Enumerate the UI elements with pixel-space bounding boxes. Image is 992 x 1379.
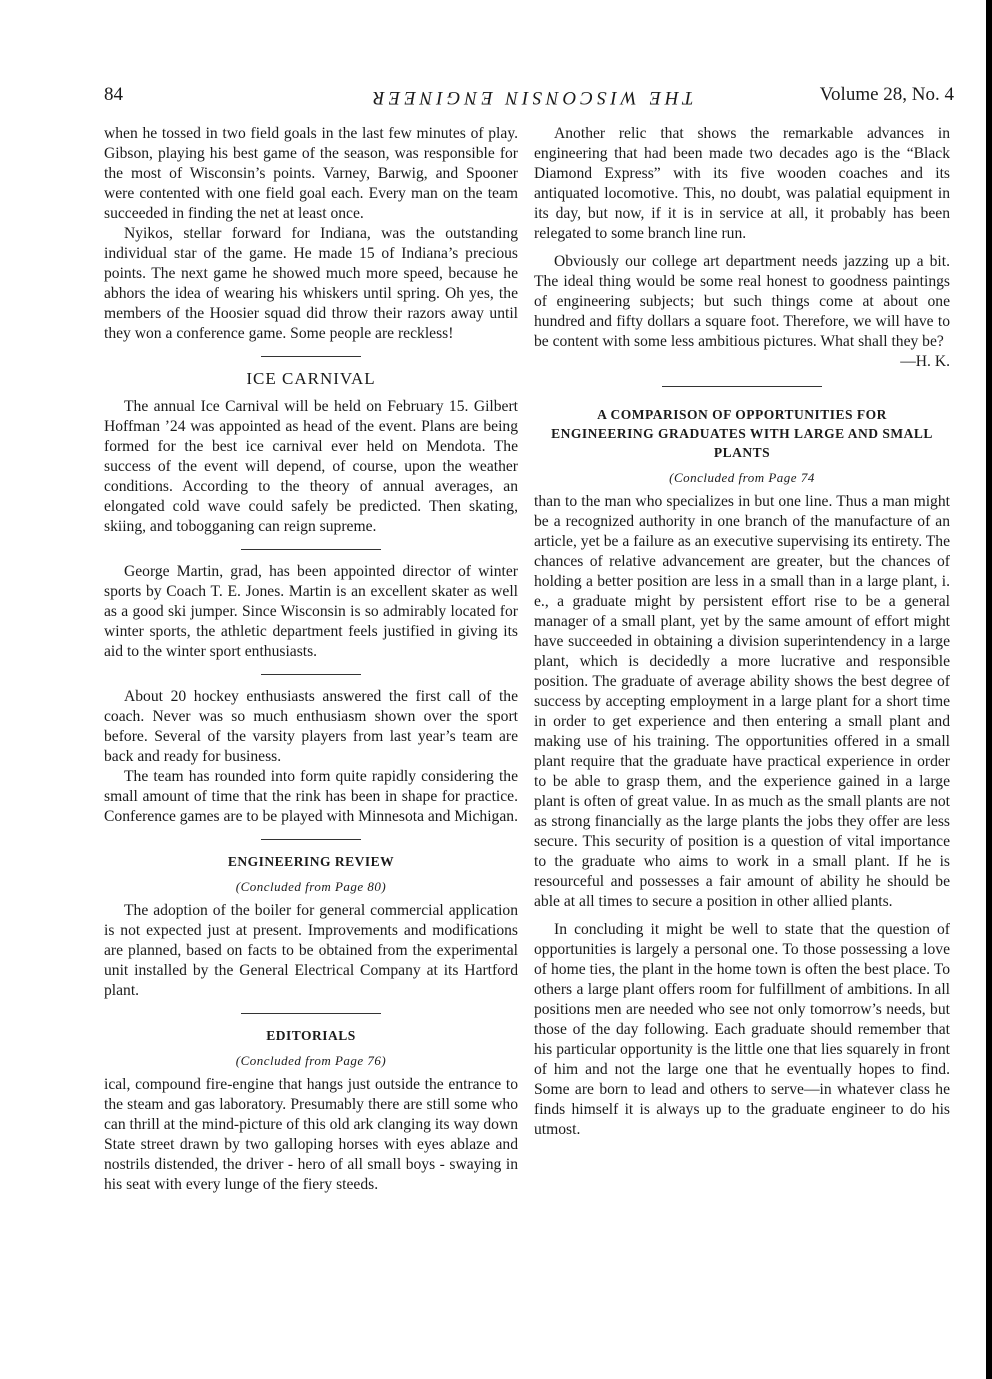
- relic-paragraph: Another relic that shows the remarkable advances in engineering that had been made two decades ago is the “Black Diamond Express” with its five wooden coaches and its antiquated locomotive. This, no doubt, was palatial equipment in its day, but now, if it is in service at all, it probably has been relegated to some branch line run.: [534, 125, 950, 242]
- conclusion-paragraph: In concluding it might be well to state that the question of opportunities is largely a personal one. To those possessing a love of home ties, the plant in the home town is often the best place. To others a large plant offers room for fulfillment of ambitions. In all positions men are needed who see not only tomorrow’s needs, but those of the day following. Each graduate should remember that his particular opportunity is the little one that lies squarely in front of him and not the large one that he eventually hopes to find. Some are born to lead and others to serve—in whatever class he finds himself it is always up to the graduate engineer to do his utmost.: [534, 921, 950, 1138]
- basketball-paragraph: when he tossed in two field goals in the last few minutes of play. Gibson, playing his best game of the season, was responsible for the most of Wisconsin’s points. Varney, Barwig, and Spooner were contented with one field goal each. Every man on the team succeeded in finding the net at least once.: [104, 125, 518, 222]
- editorials-heading: EDITORIALS: [266, 1028, 356, 1043]
- right-column: [534, 124, 950, 1140]
- page-number: 84: [104, 84, 123, 105]
- martin-paragraph: George Martin, grad, has been appointed director of winter sports by Coach T. E. Jones. Martin is an excellent skater as well as a good ski jumper. Since Wisconsin is so admirably located for winter sports, the athletic department feels justified in giving its aid to the winter sport enthusiasts.: [104, 563, 518, 660]
- review-continuation-note: (Concluded from Page 80): [235, 879, 387, 894]
- art-paragraph: Obviously our college art department needs jazzing up a bit. The ideal thing would be some real honest to goodness paintings of engineering subjects; but such things come at about one hundred and fifty dollars a square foot. Therefore, we will have to be content with some less ambitious pictures. What shall they be?: [534, 253, 950, 350]
- hockey-team-paragraph: The team has rounded into form quite rapidly considering the small amount of time that the rink has been in shape for practice. Conference games are to be played with Minnesota and Michigan.: [104, 768, 518, 825]
- nyikos-paragraph: Nyikos, stellar forward for Indiana, was the outstanding individual star of the game. He made 15 of Indiana’s precious points. The next game he showed much more speed, because he abhors the idea of wearing his whiskers until spring. Oh yes, the members of the Hoosier squad did throw their razors away until they won a conference game. Some people are reckless!: [104, 225, 518, 342]
- author-signature: —H. K.: [900, 353, 950, 370]
- volume-issue: Volume 28, No. 4: [819, 84, 954, 105]
- ice-carnival-heading: ICE CARNIVAL: [246, 369, 376, 388]
- editorials-paragraph: ical, compound fire-engine that hangs just outside the entrance to the steam and gas laboratory. Presumably there are still some who can thrill at the mind-picture of this old ark clanging its way down State street drawn by two galloping horses with eyes ablaze and nostrils distended, the driver - hero of all small boys - swaying in his seat with every lunge of the fiery steeds.: [104, 1076, 519, 1193]
- left-column: [104, 124, 518, 1195]
- divider: [261, 839, 361, 840]
- scan-edge-bar: [986, 0, 992, 1379]
- comparison-continuation-note: (Concluded from Page 74: [669, 470, 815, 485]
- comparison-paragraph: than to the man who specializes in but one line. Thus a man might be a recognized authority in one branch of the manufacture of an article, yet be a failure as an executive supervising its entirety. The chances of relative advancement are greater, but the chances of holding a better position are less in a small than in a large plant, i. e., a graduate might by persistent effort rise to be a general manager of a small plant, yet by the same amount of effort might have succeeded in obtaining a division superintendency in a large plant, which is decidedly a more lucrative and responsible position. The graduate of average ability shows the best degree of success by accepting employment in a large plant for a short time in order to get experience and then entering a small plant and making use of his training. The opportunities offered in a small plant require that the graduate have practical experience in order to be able to grasp them, and the experience gained in a large plant is often of great value. In as much as the small plants are not as strong financially as the large plants the jobs they offer are less secure. This security of position is a question of vital importance to the graduate who aims to work in a small plant. If he is resourceful and possesses a fair amount of ability he should be able at all times to secure a position in other allied plants.: [534, 493, 950, 910]
- review-paragraph: The adoption of the boiler for general commercial application is not expected just at present. Improvements and modifications are planned, based on facts to be obtained from the experimental unit installed by the General Electrical Company at its Hartford plant.: [104, 902, 518, 999]
- journal-title: THE WISCONSIN ENGINEER: [369, 87, 694, 108]
- divider: [241, 549, 381, 550]
- divider: [662, 386, 822, 387]
- comparison-heading: A COMPARISON OF OPPORTUNITIES FOR ENGINEERING GRADUATES WITH LARGE AND SMALL PLANTS: [551, 407, 933, 460]
- ice-carnival-paragraph: The annual Ice Carnival will be held on February 15. Gilbert Hoffman ’24 was appointed as head of the event. Plans are being formed for the best ice carnival ever held on Mendota. The success of the event will depend, of course, upon the weather conditions. According to the theory of annual averages, an elongated cold wave could safely be predicted. Then skating, skiing, and tobogganing can reign supreme.: [104, 398, 518, 535]
- hockey-paragraph: About 20 hockey enthusiasts answered the first call of the coach. Never was so much enthusiasm shown over the sport before. Several of the varsity players from last year’s team are back and ready for business.: [104, 688, 518, 765]
- divider: [241, 1013, 381, 1014]
- engineering-review-heading: ENGINEERING REVIEW: [227, 854, 395, 869]
- editorials-continuation-note: (Concluded from Page 76): [235, 1053, 387, 1068]
- divider: [261, 356, 361, 357]
- running-head: [104, 80, 954, 110]
- divider: [261, 674, 361, 675]
